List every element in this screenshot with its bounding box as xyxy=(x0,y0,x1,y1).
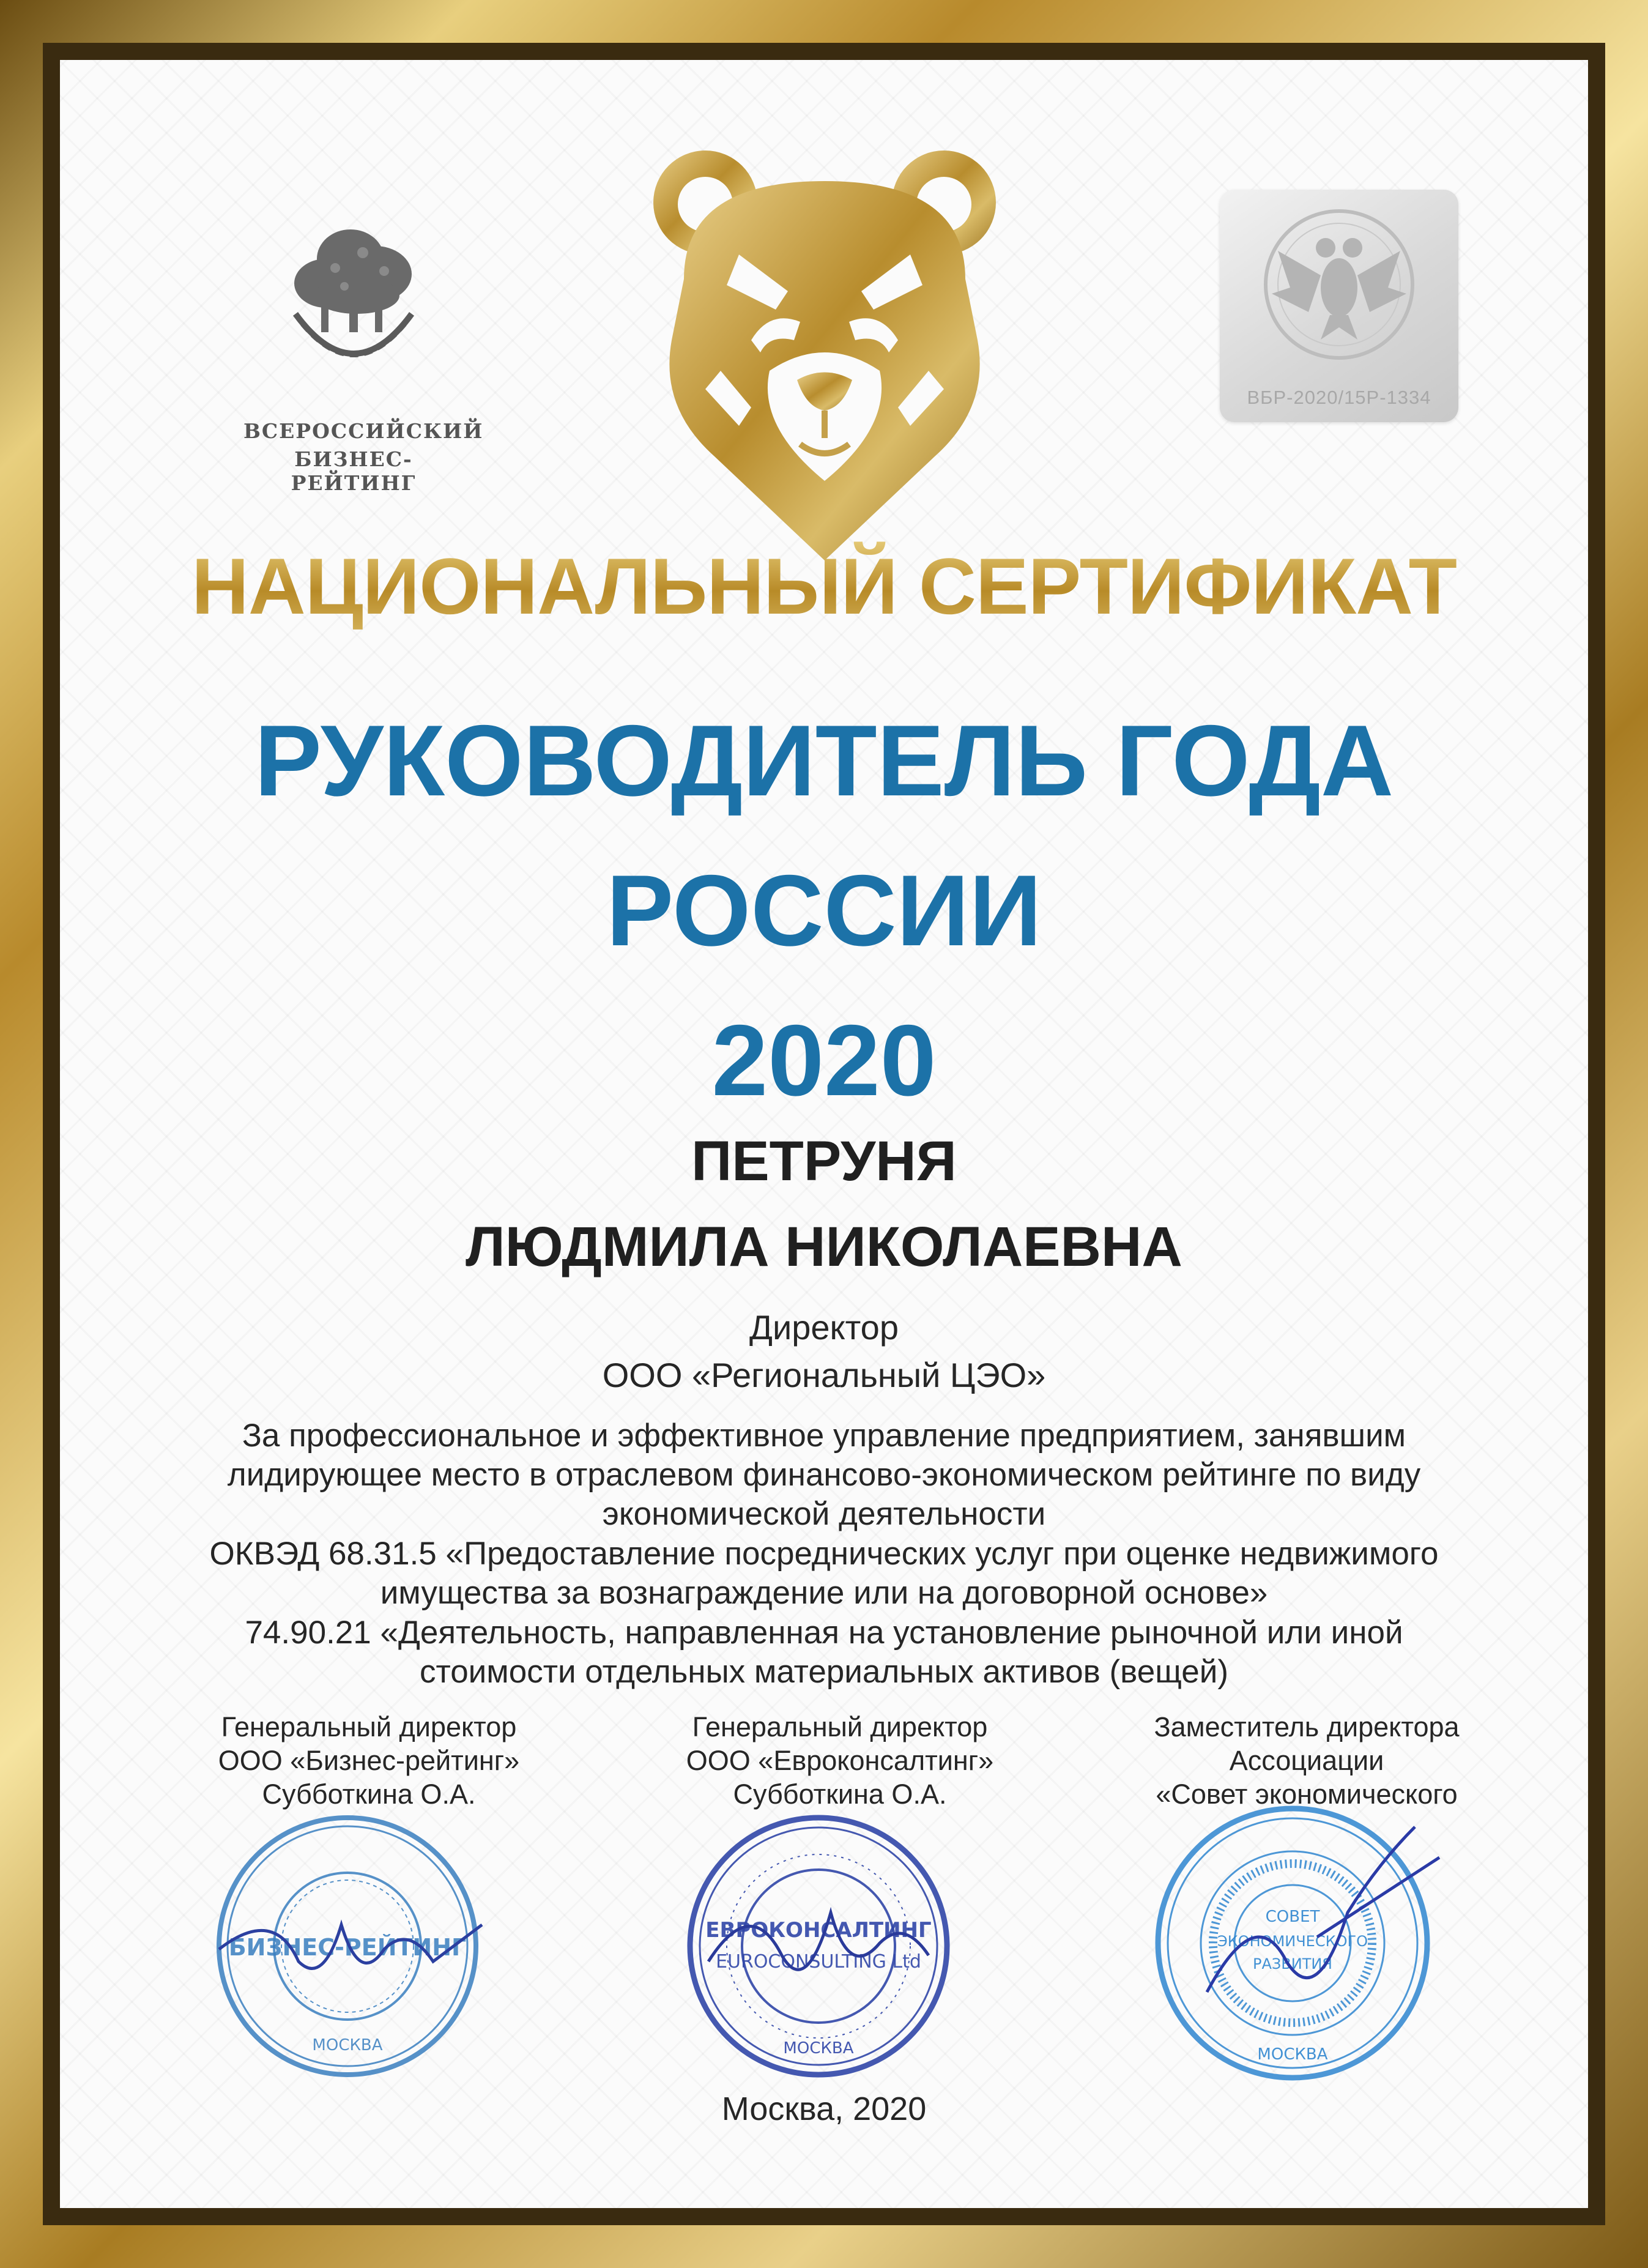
logo-text-line2: БИЗНЕС-РЕЙТИНГ xyxy=(291,447,417,495)
recipient-position: Директор xyxy=(749,1308,899,1347)
stamp-1-text: БИЗНЕС-РЕЙТИНГ xyxy=(228,1934,467,1961)
citation-line-5: имущества за вознаграждение или на договорной основе» xyxy=(380,1575,1268,1611)
citation-line-1: За профессиональное и эффективное управление предприятием, занявшим xyxy=(242,1418,1406,1454)
oak-trees-logo-icon xyxy=(277,210,430,400)
signatory-1-org: ООО «Бизнес-рейтинг» xyxy=(218,1745,520,1776)
signatory-2-org: ООО «Евроконсалтинг» xyxy=(686,1745,994,1776)
signatory-2-name: Субботкина О.А. xyxy=(733,1779,947,1810)
logo-text-line1: ВСЕРОССИЙСКИЙ xyxy=(243,419,484,443)
signatory-1 xyxy=(173,1710,565,1811)
signature-3 xyxy=(1207,1827,1439,1992)
stamp-business-rating xyxy=(201,1802,494,2090)
recipient-given-names: ЛЮДМИЛА НИКОЛАЕВНА xyxy=(466,1216,1182,1278)
stamp-euroconsulting xyxy=(672,1802,965,2090)
signatory-3-title: Заместитель директора xyxy=(1154,1711,1460,1742)
stamp-economic-council xyxy=(1134,1790,1452,2090)
signatory-2-title: Генеральный директор xyxy=(692,1711,988,1742)
stamp-3-bottom: МОСКВА xyxy=(1257,2045,1328,2064)
stamp-2-sub: EUROCONSULTING Ltd xyxy=(716,1951,921,1972)
recipient-company: ООО «Региональный ЦЭО» xyxy=(602,1356,1046,1394)
signatory-3-org-2: «Совет экономического xyxy=(1156,1779,1458,1810)
stamp-3-sub: ЭКОНОМИЧЕСКОГО xyxy=(1217,1933,1368,1950)
stamp-3-text: СОВЕТ xyxy=(1265,1908,1320,1926)
seal-code: ВБР-2020/15Р-1334 xyxy=(1247,387,1431,408)
citation-line-6: 74.90.21 «Деятельность, направленная на установление рыночной или иной xyxy=(245,1615,1403,1651)
citation-line-2: лидирующее место в отраслевом финансово-экономическом рейтинге по виду xyxy=(227,1457,1421,1493)
double-headed-eagle-icon xyxy=(1253,202,1425,367)
signatory-1-name: Субботкина О.А. xyxy=(262,1779,476,1810)
citation-line-3: экономической деятельности xyxy=(602,1496,1046,1532)
business-rating-logo xyxy=(243,210,484,495)
title-line1: РУКОВОДИТЕЛЬ ГОДА xyxy=(254,704,1394,817)
signatory-3-org: Ассоциации xyxy=(1229,1745,1384,1776)
stamp-2-bottom: МОСКВА xyxy=(783,2039,854,2058)
stamp-3-sub2: РАЗВИТИЯ xyxy=(1253,1955,1332,1972)
hologram-seal xyxy=(1220,190,1458,422)
footer-city-year: Москва, 2020 xyxy=(721,2091,927,2127)
recipient-surname: ПЕТРУНЯ xyxy=(691,1130,957,1192)
signatory-2 xyxy=(644,1710,1036,1811)
certificate-paper xyxy=(60,60,1588,2208)
title-national-certificate: НАЦИОНАЛЬНЫЙ СЕРТИФИКАТ xyxy=(60,537,1588,635)
stamp-2-text: ЕВРОКОНСАЛТИНГ xyxy=(705,1918,932,1943)
citation-line-7: стоимости отдельных материальных активов (вещей) xyxy=(420,1654,1228,1690)
title-year: 2020 xyxy=(711,1004,937,1117)
stamp-1-bottom: МОСКВА xyxy=(312,2036,383,2054)
signatory-1-title: Генеральный директор xyxy=(221,1711,517,1742)
title-line2: РОССИИ xyxy=(606,854,1042,967)
golden-bear-emblem-icon xyxy=(647,138,1002,567)
citation-line-4: ОКВЭД 68.31.5 «Предоставление посреднических услуг при оценке недвижимого xyxy=(209,1536,1439,1572)
